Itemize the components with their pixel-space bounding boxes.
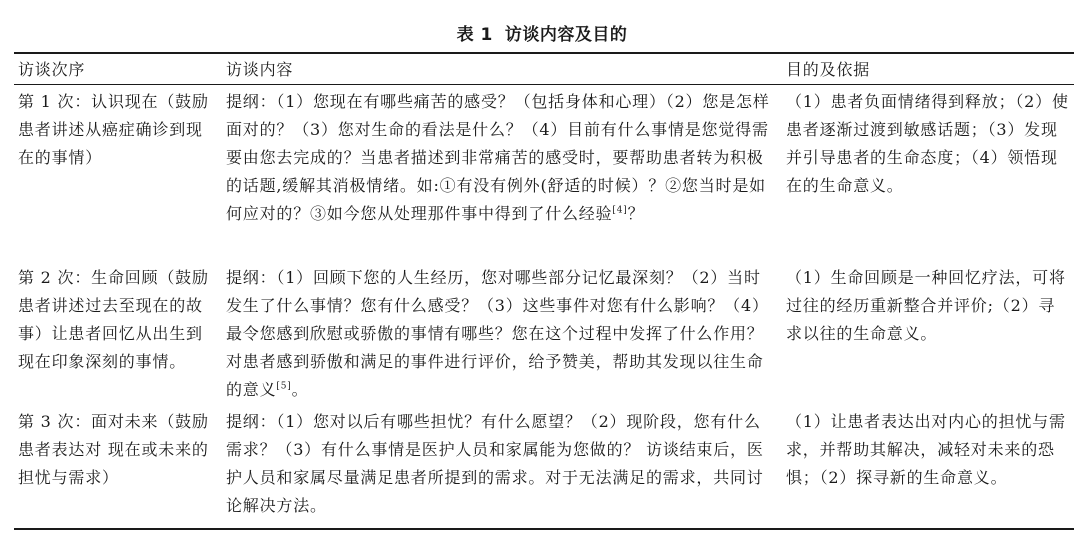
- table-caption: 访谈内容及目的: [504, 25, 628, 45]
- table-title: [0, 24, 1084, 46]
- row1-order: 第 1 次：认识现在（鼓励患者讲述从癌症确诊到现在的事情）: [18, 92, 209, 167]
- header-content: 访谈内容: [226, 60, 294, 79]
- row2-content-tail: 。: [291, 380, 309, 399]
- row2-content: [226, 264, 774, 404]
- row1-content-tail: ？: [627, 204, 645, 223]
- header-purpose: 目的及依据: [786, 60, 871, 79]
- row1-content-text: 提纲：（1）您现在有哪些痛苦的感受？（包括身体和心理）（2）您是怎样面对的？（3）您对生命的看法是什么？（4）目前有什么事情是您觉得需要由您去完成的？当患者描述到非常痛苦的感受时，要帮助患者转为积极的话题,缓解其消极情绪。如:①有没有例外(舒适的时候）？②您当时是如何应对的？③如今您从处理那件事中得到了什么经验: [226, 92, 770, 223]
- row2-content-text: 提纲：（1）回顾下您的人生经历，您对哪些部分记忆最深刻？（2）当时发生了什么事情？您有什么感受？（3）这些事件对您有什么影响？（4）最令您感到欣慰或骄傲的事情有哪些？您在这个过程中发挥了什么作用？对患者感到骄傲和满足的事件进行评价，给予赞美，帮助其发现以往生命的意义: [226, 268, 769, 399]
- header-order: 访谈次序: [18, 60, 86, 79]
- row1-content: [226, 88, 774, 228]
- row1-citation: [4]: [612, 205, 628, 216]
- row2-citation: [5]: [276, 381, 292, 392]
- table-header-rule: [14, 84, 1074, 85]
- row2-order: 第 2 次：生命回顾（鼓励患者讲述过去至现在的故事）让患者回忆从出生到现在印象深刻的事情。: [18, 268, 209, 371]
- row3-content: 提纲：（1）您对以后有哪些担忧？有什么愿望？（2）现阶段，您有什么需求？（3）有什么事情是医护人员和家属能为您做的？ 访谈结束后，医护人员和家属尽量满足患者所提到的需求。对于无法满足的需求，共同讨论解决方法。: [226, 412, 764, 515]
- table-top-rule: [14, 52, 1074, 54]
- row1-purpose: （1）患者负面情绪得到释放；（2）使患者逐渐过渡到敏感话题；（3）发现并引导患者的生命态度；（4）领悟现在的生命意义。: [786, 92, 1069, 195]
- row3-purpose: （1）让患者表达出对内心的担忧与需求，并帮助其解决，减轻对未来的恐惧；（2）探寻新的生命意义。: [786, 412, 1066, 487]
- table-number: 表 1: [456, 25, 493, 45]
- row2-purpose: （1）生命回顾是一种回忆疗法，可将过往的经历重新整合并评价;（2）寻求以往的生命意义。: [786, 268, 1066, 343]
- row3-order: 第 3 次：面对未来（鼓励患者表达对 现在或未来的担忧与需求）: [18, 412, 209, 487]
- table-bottom-rule: [14, 528, 1074, 530]
